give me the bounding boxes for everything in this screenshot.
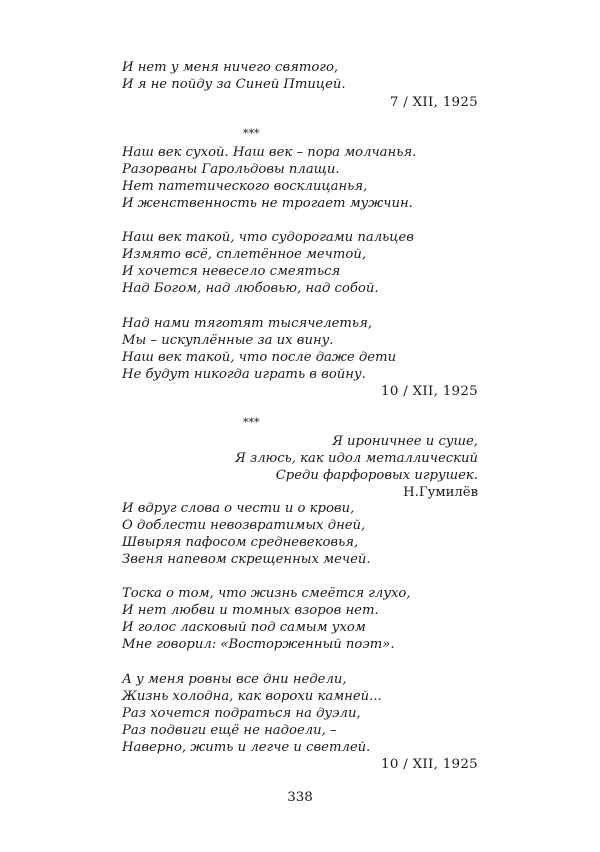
poem-line: И нет любви и томных взоров нет.	[122, 603, 379, 618]
epigraph-line: Я ироничнее и суше,	[332, 434, 478, 449]
poem-line: Наш век такой, что судорогами пальцев	[122, 230, 414, 245]
poem-line: Наверно, жить и легче и светлей.	[122, 740, 371, 755]
poem-line: И хочется невесело смеяться	[122, 264, 341, 279]
poem-line: И вдруг слова о чести и о крови,	[122, 501, 355, 516]
epigraph-line: Среди фарфоровых игрушек.	[275, 468, 478, 483]
poem-date: 10 / XII, 1925	[381, 384, 478, 399]
poem-line: Раз хочется подраться на дуэли,	[122, 706, 361, 721]
epigraph-line: Я злюсь, как идол металлический	[235, 451, 478, 466]
poem-line: Измято всё, сплетённое мечтой,	[122, 247, 367, 262]
poem-line: И нет у меня ничего святого,	[122, 60, 339, 75]
poem-line: И голос ласковый под самым ухом	[122, 620, 366, 635]
poem-line: Швыряя пафосом средневековья,	[122, 535, 359, 550]
poem-line: А у меня ровны все дни недели,	[122, 672, 347, 687]
poem-line: Над Богом, над любовью, над собой.	[122, 281, 379, 296]
poem-line: Раз подвиги ещё не надоели, –	[122, 723, 337, 738]
page-number: 338	[287, 790, 313, 805]
poem-separator: ***	[243, 416, 260, 429]
epigraph-author: Н.Гумилёв	[403, 485, 478, 500]
poem-line: Нет патетического восклицанья,	[122, 179, 368, 194]
poem-line: Мне говорил: «Восторженный поэт».	[122, 637, 395, 652]
poem-line: Жизнь холодна, как ворохи камней...	[122, 689, 382, 704]
poem-line: И женственность не трогает мужчин.	[122, 196, 413, 211]
poem-line: Наш век такой, что после даже дети	[122, 350, 397, 365]
poem-line: Наш век сухой. Наш век – пора молчанья.	[122, 145, 417, 160]
poem-date: 10 / XII, 1925	[381, 757, 478, 772]
poem-line: Мы – искуплённые за их вину.	[122, 333, 334, 348]
poem-separator: ***	[243, 127, 260, 140]
poem-line: Над нами тяготят тысячелетья,	[122, 316, 373, 331]
poem-date: 7 / XII, 1925	[389, 95, 478, 110]
poem-line: О доблести невозвратимых дней,	[122, 518, 366, 533]
poem-line: Разорваны Гарольдовы плащи.	[122, 162, 340, 177]
poem-line: И я не пойду за Синей Птицей.	[122, 77, 346, 92]
poem-line: Тоска о том, что жизнь смеётся глухо,	[122, 586, 411, 601]
poem-line: Не будут никогда играть в войну.	[122, 367, 366, 382]
poem-line: Звеня напевом скрещенных мечей.	[122, 552, 371, 567]
